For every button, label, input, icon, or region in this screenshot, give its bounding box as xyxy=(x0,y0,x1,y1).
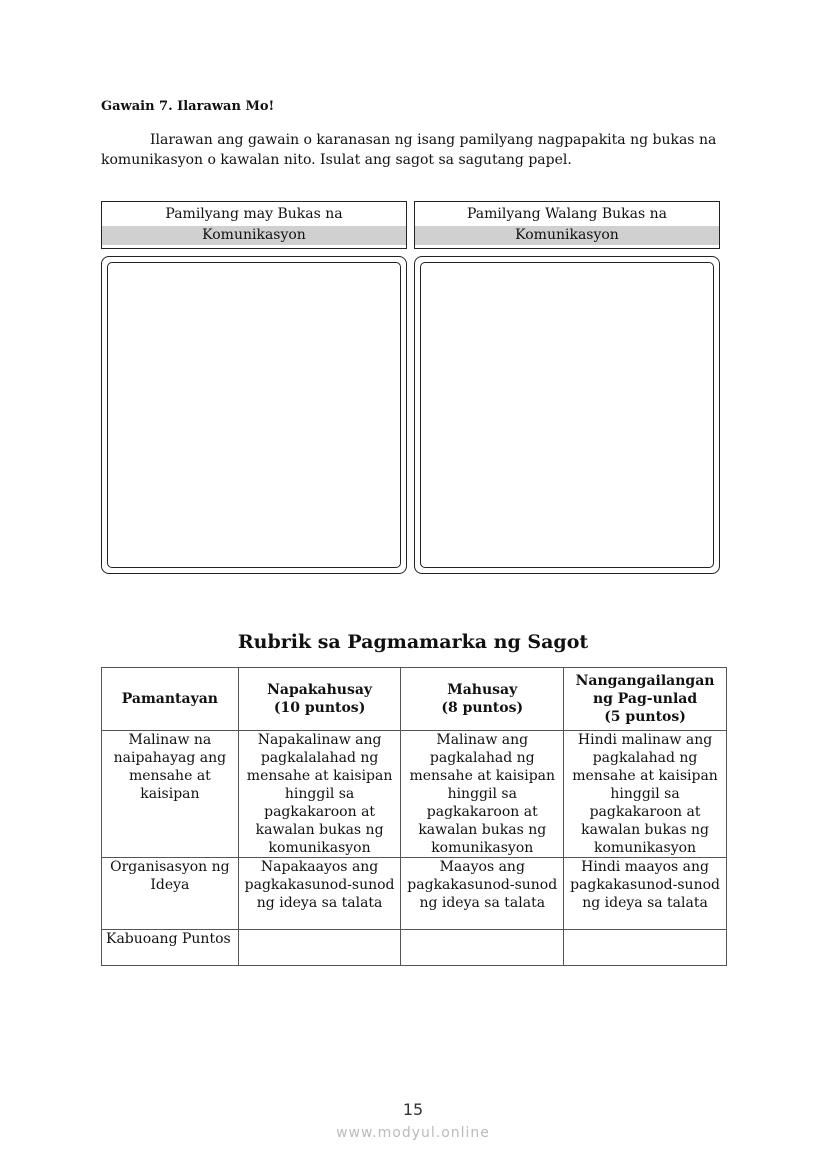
rubric-table xyxy=(101,667,727,966)
rubric-header-row xyxy=(102,668,727,731)
header-needs-improvement: Nangangailangan ng Pag-unlad (5 puntos) xyxy=(564,668,727,731)
table-row xyxy=(102,858,727,930)
watermark: www.modyul.online xyxy=(336,1125,490,1141)
rating-cell xyxy=(238,930,401,966)
rating-cell: Napakalinaw ang pagkalalahad ng mensahe at kaisipan hinggil sa pagkakaroon at kawalan bukas ng komunikasyon xyxy=(238,731,401,858)
activity-title: Gawain 7. Ilarawan Mo! xyxy=(101,99,275,114)
criterion-cell: Kabuoang Puntos xyxy=(102,930,239,966)
answer-box-with-open-communication xyxy=(101,256,407,574)
box-header-line1: Pamilyang may Bukas na xyxy=(102,202,406,226)
answer-box-without-open-communication xyxy=(414,256,720,574)
table-row xyxy=(102,930,727,966)
criterion-cell: Organisasyon ng Ideya xyxy=(102,858,239,930)
box-header-with-open-communication xyxy=(101,201,407,249)
rating-cell xyxy=(564,930,727,966)
box-header-line2: Komunikasyon xyxy=(415,226,719,245)
rating-cell: Malinaw ang pagkalahad ng mensahe at kaisipan hinggil sa pagkakaroon at kawalan bukas ng komunikasyon xyxy=(401,731,564,858)
criterion-cell: Malinaw na naipahayag ang mensahe at kaisipan xyxy=(102,731,239,858)
rating-cell: Hindi maayos ang pagkakasunod-sunod ng ideya sa talata xyxy=(564,858,727,930)
rating-cell: Maayos ang pagkakasunod-sunod ng ideya sa talata xyxy=(401,858,564,930)
page-number: 15 xyxy=(402,1100,424,1119)
box-header-line2: Komunikasyon xyxy=(102,226,406,245)
header-good: Mahusay (8 puntos) xyxy=(401,668,564,731)
box-header-line1: Pamilyang Walang Bukas na xyxy=(415,202,719,226)
header-criteria: Pamantayan xyxy=(102,668,239,731)
rating-cell: Hindi malinaw ang pagkalahad ng mensahe at kaisipan hinggil sa pagkakaroon at kawalan bukas ng komunikasyon xyxy=(564,731,727,858)
rating-cell: Napakaayos ang pagkakasunod-sunod ng ideya sa talata xyxy=(238,858,401,930)
table-row xyxy=(102,731,727,858)
box-header-without-open-communication xyxy=(414,201,720,249)
header-excellent: Napakahusay (10 puntos) xyxy=(238,668,401,731)
activity-instruction: Ilarawan ang gawain o karanasan ng isang pamilyang nagpapakita ng bukas na komunikasyon o kawalan nito. Isulat ang sagot sa sagutang papel. xyxy=(101,132,717,168)
rubric-title: Rubrik sa Pagmamarka ng Sagot xyxy=(237,631,589,653)
rating-cell xyxy=(401,930,564,966)
